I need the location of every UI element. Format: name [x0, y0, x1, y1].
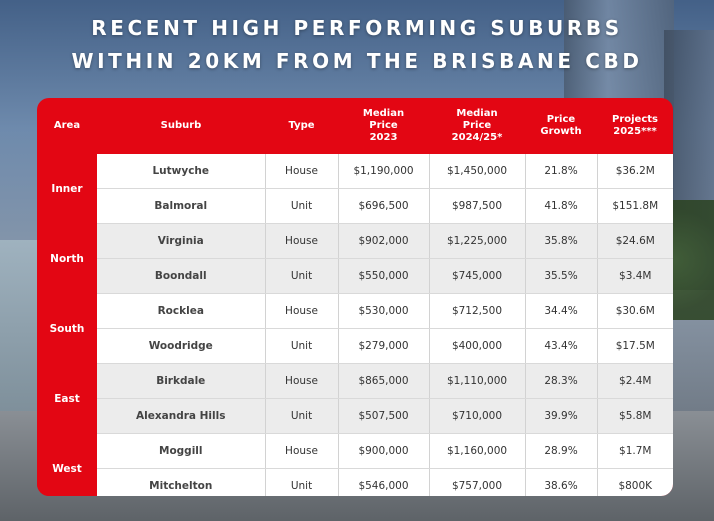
table-row	[37, 294, 673, 329]
growth-cell: 28.9%	[525, 434, 597, 469]
growth-cell: 34.4%	[525, 294, 597, 329]
projects-cell: $17.5M	[597, 329, 673, 364]
price-2024-cell: $987,500	[429, 189, 525, 224]
growth-cell: 35.5%	[525, 259, 597, 294]
price-2023-cell: $1,190,000	[338, 154, 429, 189]
growth-cell: 21.8%	[525, 154, 597, 189]
header-suburb: Suburb	[160, 120, 202, 131]
header-area: Area	[53, 120, 81, 131]
header-median-2024-line-2: Price	[462, 120, 492, 131]
price-2024-cell: $745,000	[429, 259, 525, 294]
price-2023-cell: $865,000	[338, 364, 429, 399]
area-cell: North	[37, 224, 97, 294]
header-median-2023	[338, 98, 429, 154]
area-cell: East	[37, 364, 97, 434]
header-median-2023-line-3: 2023	[369, 132, 398, 143]
price-2024-cell: $400,000	[429, 329, 525, 364]
header-median-2023-line-2: Price	[369, 120, 398, 131]
header-median-2024	[429, 98, 525, 154]
projects-cell: $2.4M	[597, 364, 673, 399]
projects-cell: $30.6M	[597, 294, 673, 329]
growth-cell: 39.9%	[525, 399, 597, 434]
title-line-2: WITHIN 20KM FROM THE BRISBANE CBD	[71, 49, 643, 73]
price-2023-cell: $900,000	[338, 434, 429, 469]
header-median-2024-line-3: 2024/25*	[451, 132, 503, 143]
header-type: Type	[288, 120, 315, 131]
type-cell: Unit	[265, 399, 338, 434]
price-2024-cell: $1,225,000	[429, 224, 525, 259]
price-2023-cell: $546,000	[338, 469, 429, 497]
price-2024-cell: $1,160,000	[429, 434, 525, 469]
price-2023-cell: $550,000	[338, 259, 429, 294]
table-header-row	[37, 98, 673, 154]
projects-cell: $5.8M	[597, 399, 673, 434]
suburb-cell: Birkdale	[97, 364, 265, 399]
header-projects-line-1: Projects	[611, 114, 658, 125]
type-cell: House	[265, 364, 338, 399]
suburb-cell: Balmoral	[97, 189, 265, 224]
table-row	[37, 189, 673, 224]
projects-cell: $3.4M	[597, 259, 673, 294]
price-2024-cell: $1,110,000	[429, 364, 525, 399]
type-cell: House	[265, 294, 338, 329]
table-row	[37, 329, 673, 364]
suburb-cell: Boondall	[97, 259, 265, 294]
growth-cell: 28.3%	[525, 364, 597, 399]
table-row	[37, 364, 673, 399]
type-cell: House	[265, 434, 338, 469]
growth-cell: 43.4%	[525, 329, 597, 364]
header-price-growth: Price Growth	[540, 114, 582, 137]
price-2024-cell: $712,500	[429, 294, 525, 329]
projects-cell: $1.7M	[597, 434, 673, 469]
area-cell: South	[37, 294, 97, 364]
price-2023-cell: $279,000	[338, 329, 429, 364]
price-2023-cell: $902,000	[338, 224, 429, 259]
table-row	[37, 434, 673, 469]
price-2023-cell: $507,500	[338, 399, 429, 434]
suburb-cell: Alexandra Hills	[97, 399, 265, 434]
suburb-cell: Virginia	[97, 224, 265, 259]
header-median-2024-line-1: Median	[456, 108, 498, 119]
type-cell: Unit	[265, 189, 338, 224]
suburbs-table-card	[37, 98, 673, 496]
projects-cell: $800K	[597, 469, 673, 497]
suburb-cell: Rocklea	[97, 294, 265, 329]
suburbs-table	[37, 98, 673, 496]
projects-cell: $151.8M	[597, 189, 673, 224]
table-row	[37, 469, 673, 497]
growth-cell: 35.8%	[525, 224, 597, 259]
area-cell: West	[37, 434, 97, 497]
suburb-cell: Woodridge	[97, 329, 265, 364]
type-cell: Unit	[265, 259, 338, 294]
projects-cell: $24.6M	[597, 224, 673, 259]
suburb-cell: Moggill	[97, 434, 265, 469]
price-2024-cell: $1,450,000	[429, 154, 525, 189]
price-2024-cell: $757,000	[429, 469, 525, 497]
type-cell: House	[265, 154, 338, 189]
header-median-2023-line-1: Median	[362, 108, 405, 119]
page-title	[0, 12, 714, 78]
growth-cell: 41.8%	[525, 189, 597, 224]
header-projects-line-2: 2025***	[613, 126, 657, 137]
table-row	[37, 259, 673, 294]
title-line-1: RECENT HIGH PERFORMING SUBURBS	[91, 16, 623, 40]
header-projects	[597, 98, 673, 154]
suburb-cell: Lutwyche	[97, 154, 265, 189]
type-cell: Unit	[265, 329, 338, 364]
type-cell: Unit	[265, 469, 338, 497]
growth-cell: 38.6%	[525, 469, 597, 497]
area-cell: Inner	[37, 154, 97, 224]
table-row	[37, 399, 673, 434]
projects-cell: $36.2M	[597, 154, 673, 189]
table-row	[37, 154, 673, 189]
suburb-cell: Mitchelton	[97, 469, 265, 497]
table-row	[37, 224, 673, 259]
price-2023-cell: $696,500	[338, 189, 429, 224]
price-2023-cell: $530,000	[338, 294, 429, 329]
price-2024-cell: $710,000	[429, 399, 525, 434]
type-cell: House	[265, 224, 338, 259]
